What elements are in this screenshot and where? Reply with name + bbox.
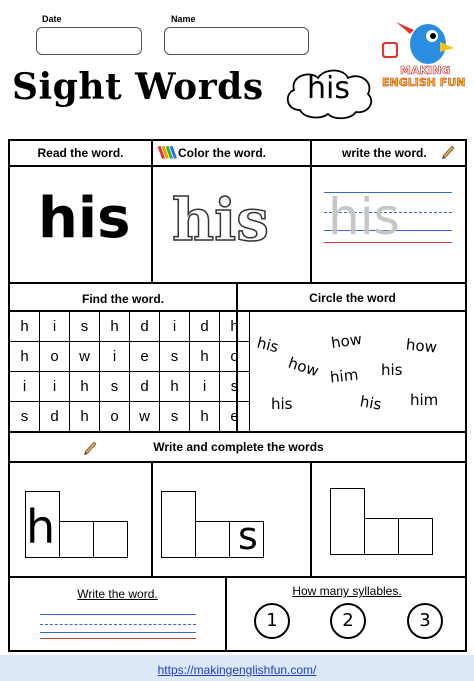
letter-box[interactable] [93, 521, 128, 558]
circle-word[interactable]: his [381, 361, 403, 379]
date-label: Date [42, 14, 62, 24]
grid-cell[interactable]: d [190, 312, 220, 342]
grid-cell[interactable]: h [10, 342, 40, 372]
circle-word[interactable]: his [271, 395, 293, 413]
grid-cell[interactable]: h [190, 342, 220, 372]
color-word-outline: his [172, 186, 269, 254]
grid-cell[interactable]: s [10, 402, 40, 432]
circle-word[interactable]: him [410, 391, 439, 409]
grid-cell[interactable]: i [40, 372, 70, 402]
date-field[interactable] [36, 27, 142, 55]
circle-word[interactable]: how [329, 329, 364, 353]
filled-letter-h: h [26, 500, 56, 554]
crayon-icon [158, 143, 178, 166]
grid-cell[interactable]: w [70, 342, 100, 372]
grid-cell[interactable]: i [10, 372, 40, 402]
letter-box[interactable] [330, 488, 365, 555]
grid-cell[interactable]: s [160, 402, 190, 432]
grid-cell[interactable]: h [70, 372, 100, 402]
grid-cell[interactable]: s [100, 372, 130, 402]
grid-cell[interactable]: e [130, 342, 160, 372]
read-word-heading: Read the word. [37, 146, 124, 160]
grid-cell[interactable]: i [160, 312, 190, 342]
grid-cell[interactable]: w [130, 402, 160, 432]
grid-cell[interactable]: o [220, 342, 250, 372]
grid-cell[interactable]: h [220, 312, 250, 342]
website-link[interactable]: https://makingenglishfun.com/ [157, 663, 317, 677]
find-word-heading: Find the word. [82, 292, 164, 306]
grid-cell[interactable]: d [130, 312, 160, 342]
circle-word[interactable]: how [405, 335, 438, 357]
circle-word[interactable]: his [358, 392, 383, 414]
pencil-icon [440, 143, 456, 164]
letter-box[interactable] [59, 521, 94, 558]
logo [380, 14, 470, 96]
write-word-prompt: Write the word. [77, 587, 158, 601]
cloud-word: his [307, 71, 350, 106]
grid-cell[interactable]: s [160, 342, 190, 372]
name-field[interactable] [164, 27, 309, 55]
writing-lines-2[interactable] [40, 612, 196, 642]
circle-word[interactable]: how [285, 353, 321, 381]
grid-cell[interactable]: o [40, 342, 70, 372]
circle-word[interactable]: him [329, 365, 360, 387]
page-title: Sight Words [12, 66, 264, 108]
letter-box[interactable] [161, 491, 196, 558]
filled-letter-s: s [238, 514, 258, 558]
grid-cell[interactable]: h [190, 402, 220, 432]
grid-cell[interactable]: h [100, 312, 130, 342]
circle-word[interactable]: his [255, 333, 281, 357]
letter-box[interactable] [364, 518, 399, 555]
syllables-prompt: How many syllables. [292, 584, 402, 598]
write-word-heading: write the word. [342, 146, 427, 160]
color-word-heading: Color the word. [178, 146, 266, 160]
trace-word: his [328, 188, 400, 246]
letter-grid [9, 311, 250, 432]
grid-cell[interactable]: s [220, 372, 250, 402]
grid-cell[interactable]: i [100, 342, 130, 372]
grid-cell[interactable]: d [130, 372, 160, 402]
name-label: Name [171, 14, 196, 24]
grid-cell[interactable]: i [40, 312, 70, 342]
footer-bar [0, 655, 474, 681]
syllable-option-1[interactable]: 1 [254, 603, 290, 639]
logo-text-2: ENGLISH FUN [382, 76, 466, 89]
syllable-option-3[interactable]: 3 [407, 603, 443, 639]
grid-cell[interactable]: h [10, 312, 40, 342]
grid-cell[interactable]: e [220, 402, 250, 432]
grid-cell[interactable]: h [70, 402, 100, 432]
read-word: his [38, 186, 131, 251]
circle-word-heading: Circle the word [309, 291, 396, 305]
logo-text-1: MAKING [400, 64, 451, 77]
letter-box[interactable] [195, 521, 230, 558]
grid-cell[interactable]: o [100, 402, 130, 432]
complete-words-heading: Write and complete the words [153, 440, 324, 454]
grid-cell[interactable]: d [40, 402, 70, 432]
grid-cell[interactable]: s [70, 312, 100, 342]
grid-cell[interactable]: i [190, 372, 220, 402]
syllable-option-2[interactable]: 2 [330, 603, 366, 639]
letter-box[interactable] [398, 518, 433, 555]
grid-cell[interactable]: h [160, 372, 190, 402]
